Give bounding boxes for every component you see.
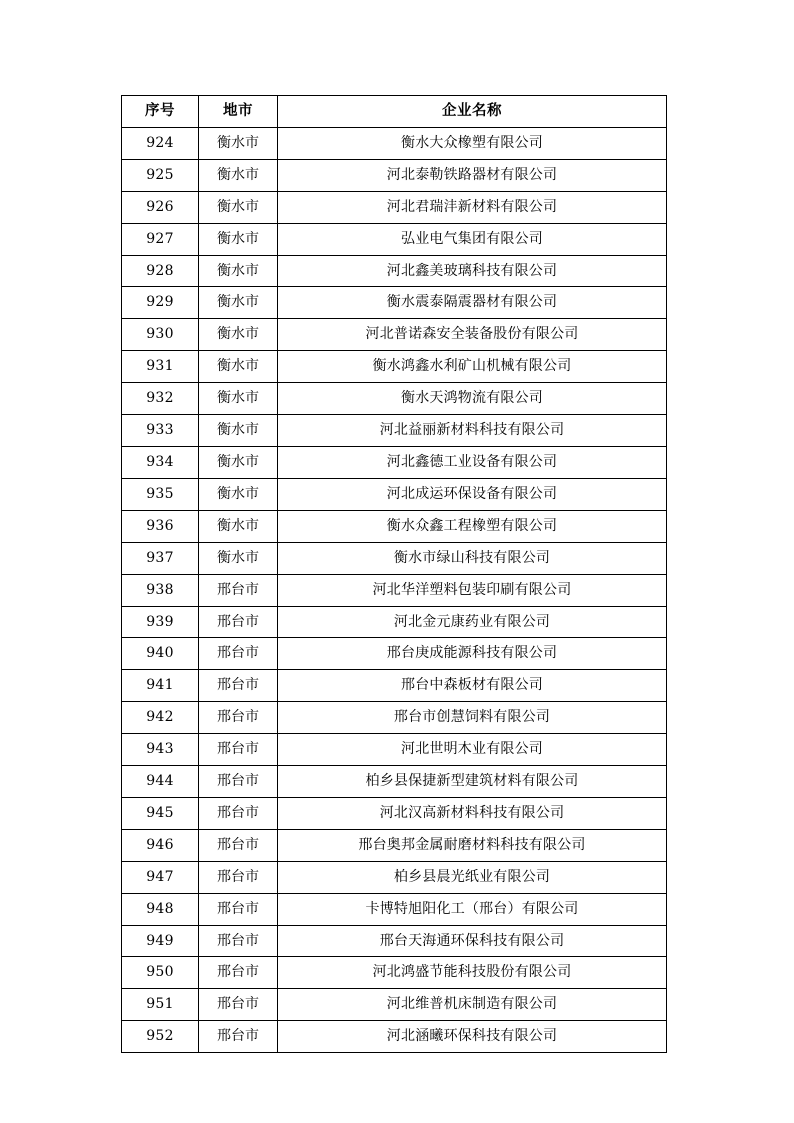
table-row — [122, 510, 667, 542]
row-enterprise-name-cell: 河北世明木业有限公司 — [278, 734, 667, 766]
table-row — [122, 542, 667, 574]
row-index-cell: 929 — [122, 287, 199, 319]
column-header-index: 序号 — [122, 96, 199, 128]
row-enterprise-name-cell: 柏乡县晨光纸业有限公司 — [278, 861, 667, 893]
table-header-row — [122, 96, 667, 128]
row-city-cell: 衡水市 — [199, 351, 278, 383]
table-row — [122, 415, 667, 447]
table-row — [122, 925, 667, 957]
row-index-cell: 949 — [122, 925, 199, 957]
row-city-cell: 邢台市 — [199, 702, 278, 734]
row-enterprise-name-cell: 河北鸿盛节能科技股份有限公司 — [278, 957, 667, 989]
row-enterprise-name-cell: 河北普诺森安全装备股份有限公司 — [278, 319, 667, 351]
table-row — [122, 893, 667, 925]
table-row — [122, 1021, 667, 1053]
row-index-cell: 944 — [122, 766, 199, 798]
table-row — [122, 255, 667, 287]
row-index-cell: 926 — [122, 191, 199, 223]
table-row — [122, 734, 667, 766]
row-city-cell: 邢台市 — [199, 797, 278, 829]
row-city-cell: 邢台市 — [199, 861, 278, 893]
row-index-cell: 951 — [122, 989, 199, 1021]
table-row — [122, 191, 667, 223]
row-index-cell: 931 — [122, 351, 199, 383]
row-enterprise-name-cell: 河北成运环保设备有限公司 — [278, 478, 667, 510]
row-city-cell: 衡水市 — [199, 446, 278, 478]
row-city-cell: 衡水市 — [199, 191, 278, 223]
table-row — [122, 287, 667, 319]
row-enterprise-name-cell: 河北维普机床制造有限公司 — [278, 989, 667, 1021]
enterprise-table — [121, 95, 667, 1053]
row-city-cell: 邢台市 — [199, 606, 278, 638]
row-index-cell: 937 — [122, 542, 199, 574]
row-city-cell: 衡水市 — [199, 510, 278, 542]
row-enterprise-name-cell: 邢台天海通环保科技有限公司 — [278, 925, 667, 957]
row-index-cell: 934 — [122, 446, 199, 478]
row-city-cell: 邢台市 — [199, 734, 278, 766]
row-city-cell: 衡水市 — [199, 383, 278, 415]
table-row — [122, 957, 667, 989]
row-index-cell: 935 — [122, 478, 199, 510]
row-enterprise-name-cell: 河北涵曦环保科技有限公司 — [278, 1021, 667, 1053]
row-index-cell: 946 — [122, 829, 199, 861]
row-city-cell: 邢台市 — [199, 574, 278, 606]
table-row — [122, 574, 667, 606]
row-index-cell: 924 — [122, 127, 199, 159]
row-city-cell: 衡水市 — [199, 255, 278, 287]
row-enterprise-name-cell: 河北益丽新材料科技有限公司 — [278, 415, 667, 447]
row-index-cell: 936 — [122, 510, 199, 542]
table-row — [122, 638, 667, 670]
row-index-cell: 933 — [122, 415, 199, 447]
row-city-cell: 邢台市 — [199, 670, 278, 702]
row-index-cell: 943 — [122, 734, 199, 766]
row-enterprise-name-cell: 衡水市绿山科技有限公司 — [278, 542, 667, 574]
row-index-cell: 941 — [122, 670, 199, 702]
row-city-cell: 邢台市 — [199, 638, 278, 670]
row-enterprise-name-cell: 河北鑫美玻璃科技有限公司 — [278, 255, 667, 287]
row-city-cell: 衡水市 — [199, 478, 278, 510]
row-enterprise-name-cell: 柏乡县保捷新型建筑材料有限公司 — [278, 766, 667, 798]
row-enterprise-name-cell: 衡水鸿鑫水利矿山机械有限公司 — [278, 351, 667, 383]
row-city-cell: 邢台市 — [199, 989, 278, 1021]
table-row — [122, 159, 667, 191]
row-index-cell: 928 — [122, 255, 199, 287]
row-index-cell: 945 — [122, 797, 199, 829]
row-index-cell: 940 — [122, 638, 199, 670]
row-enterprise-name-cell: 河北鑫德工业设备有限公司 — [278, 446, 667, 478]
table-row — [122, 606, 667, 638]
row-city-cell: 邢台市 — [199, 957, 278, 989]
row-city-cell: 衡水市 — [199, 287, 278, 319]
row-enterprise-name-cell: 邢台市创慧饲料有限公司 — [278, 702, 667, 734]
table-row — [122, 702, 667, 734]
table-row — [122, 861, 667, 893]
row-index-cell: 938 — [122, 574, 199, 606]
row-enterprise-name-cell: 邢台庚成能源科技有限公司 — [278, 638, 667, 670]
enterprise-table-container — [121, 95, 666, 1053]
row-enterprise-name-cell: 河北华洋塑料包装印刷有限公司 — [278, 574, 667, 606]
row-index-cell: 927 — [122, 223, 199, 255]
row-index-cell: 952 — [122, 1021, 199, 1053]
row-index-cell: 932 — [122, 383, 199, 415]
row-city-cell: 衡水市 — [199, 542, 278, 574]
table-row — [122, 766, 667, 798]
table-row — [122, 989, 667, 1021]
row-enterprise-name-cell: 衡水震泰隔震器材有限公司 — [278, 287, 667, 319]
column-header-city: 地市 — [199, 96, 278, 128]
column-header-name: 企业名称 — [278, 96, 667, 128]
table-row — [122, 478, 667, 510]
row-enterprise-name-cell: 邢台中森板材有限公司 — [278, 670, 667, 702]
row-index-cell: 942 — [122, 702, 199, 734]
row-city-cell: 邢台市 — [199, 829, 278, 861]
row-city-cell: 衡水市 — [199, 319, 278, 351]
row-city-cell: 衡水市 — [199, 127, 278, 159]
row-enterprise-name-cell: 河北泰勒铁路器材有限公司 — [278, 159, 667, 191]
table-row — [122, 351, 667, 383]
table-row — [122, 319, 667, 351]
table-header — [122, 96, 667, 128]
row-city-cell: 邢台市 — [199, 925, 278, 957]
row-city-cell: 衡水市 — [199, 415, 278, 447]
row-enterprise-name-cell: 衡水众鑫工程橡塑有限公司 — [278, 510, 667, 542]
table-row — [122, 127, 667, 159]
row-enterprise-name-cell: 河北汉高新材料科技有限公司 — [278, 797, 667, 829]
row-enterprise-name-cell: 衡水大众橡塑有限公司 — [278, 127, 667, 159]
table-row — [122, 670, 667, 702]
row-index-cell: 925 — [122, 159, 199, 191]
row-city-cell: 邢台市 — [199, 893, 278, 925]
row-enterprise-name-cell: 河北金元康药业有限公司 — [278, 606, 667, 638]
table-row — [122, 223, 667, 255]
row-city-cell: 邢台市 — [199, 766, 278, 798]
row-enterprise-name-cell: 衡水天鸿物流有限公司 — [278, 383, 667, 415]
table-row — [122, 383, 667, 415]
row-enterprise-name-cell: 弘业电气集团有限公司 — [278, 223, 667, 255]
row-city-cell: 衡水市 — [199, 159, 278, 191]
row-city-cell: 衡水市 — [199, 223, 278, 255]
table-row — [122, 829, 667, 861]
row-index-cell: 939 — [122, 606, 199, 638]
row-enterprise-name-cell: 河北君瑞沣新材料有限公司 — [278, 191, 667, 223]
row-index-cell: 947 — [122, 861, 199, 893]
row-enterprise-name-cell: 邢台奥邦金属耐磨材料科技有限公司 — [278, 829, 667, 861]
row-city-cell: 邢台市 — [199, 1021, 278, 1053]
row-index-cell: 948 — [122, 893, 199, 925]
table-row — [122, 446, 667, 478]
row-enterprise-name-cell: 卡博特旭阳化工（邢台）有限公司 — [278, 893, 667, 925]
table-body — [122, 127, 667, 1052]
row-index-cell: 950 — [122, 957, 199, 989]
row-index-cell: 930 — [122, 319, 199, 351]
table-row — [122, 797, 667, 829]
